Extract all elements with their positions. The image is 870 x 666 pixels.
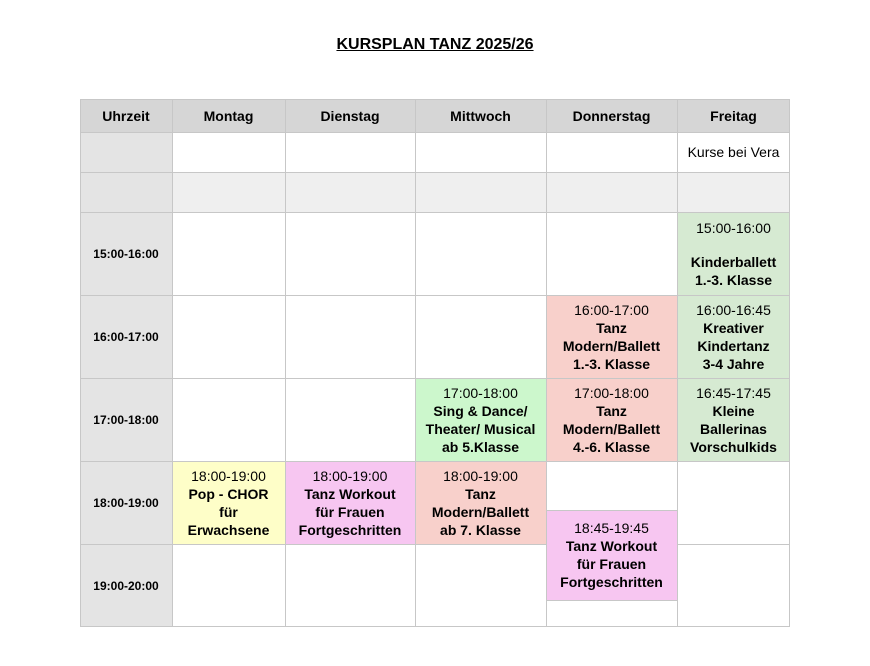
course-tanz-modern-ballett-1-3 — [546, 295, 677, 378]
course-time: 18:00-19:00 — [312, 467, 388, 484]
course-time: 17:00-18:00 — [443, 384, 518, 401]
grid-line — [80, 212, 790, 213]
time-cell: 18:00-19:00 — [80, 461, 172, 544]
time-cell: 16:00-17:00 — [80, 295, 172, 378]
course-line: Kindertanz — [697, 337, 770, 354]
course-line: Erwachsene — [187, 521, 270, 538]
course-line: Sing & Dance/ — [433, 402, 528, 419]
course-line: für Frauen — [315, 503, 385, 520]
course-time: 18:00-19:00 — [191, 467, 266, 484]
grid-line — [172, 99, 173, 627]
header-montag: Montag — [172, 99, 285, 132]
time-cell: 15:00-16:00 — [80, 212, 172, 295]
course-detail: 1.-3. Klasse — [694, 271, 773, 288]
course-time: 16:00-17:00 — [574, 301, 649, 318]
course-line: 4.-6. Klasse — [572, 438, 651, 455]
course-line: für — [219, 503, 238, 520]
time-cell: 17:00-18:00 — [80, 378, 172, 461]
grid-line — [789, 99, 790, 627]
header-freitag: Freitag — [677, 99, 790, 132]
course-kleine-ballerinas — [677, 378, 790, 461]
course-line: Tanz Workout — [565, 538, 658, 554]
grid-line — [546, 600, 677, 601]
course-line: Fortgeschritten — [298, 521, 402, 538]
course-tanz-modern-ballett-ab-7 — [415, 461, 546, 544]
course-name: Kinderballett — [690, 253, 777, 270]
course-time: 15:00-16:00 — [696, 219, 771, 236]
header-uhrzeit: Uhrzeit — [80, 99, 172, 132]
course-line: Tanz — [596, 319, 627, 336]
spacer-row — [172, 172, 790, 212]
course-line: Tanz Workout — [304, 485, 396, 502]
course-time: 18:00-19:00 — [443, 467, 518, 484]
header-dienstag: Dienstag — [285, 99, 415, 132]
course-kinderballett — [677, 212, 790, 295]
course-tanz-workout-dienstag — [285, 461, 415, 544]
course-line: Modern/Ballett — [431, 503, 530, 520]
grid-line — [285, 99, 286, 627]
time-cell-empty — [80, 172, 172, 212]
note-kurse-bei-vera: Kurse bei Vera — [687, 144, 780, 160]
grid-line — [80, 172, 790, 173]
course-line: 1.-3. Klasse — [572, 355, 651, 372]
course-line: Modern/Ballett — [562, 337, 661, 354]
course-line: Theater/ Musical — [425, 420, 536, 437]
page-title: KURSPLAN TANZ 2025/26 — [336, 36, 534, 53]
course-time: 18:45-19:45 — [574, 520, 649, 536]
grid-line — [677, 99, 678, 627]
course-line: Kreativer — [703, 319, 764, 336]
grid-line — [546, 99, 547, 627]
grid-line — [546, 510, 677, 511]
course-line: 3-4 Jahre — [702, 355, 765, 372]
grid-line — [415, 99, 416, 627]
course-line: Tanz — [465, 485, 496, 502]
grid-line — [80, 378, 790, 379]
course-line: für Frauen — [576, 556, 647, 572]
header-mittwoch: Mittwoch — [415, 99, 546, 132]
course-line: Vorschulkids — [690, 438, 777, 455]
course-tanz-workout-donnerstag — [546, 510, 677, 600]
course-line: Kleine — [712, 402, 755, 419]
grid-line — [80, 99, 790, 100]
course-line: ab 5.Klasse — [441, 438, 520, 455]
course-line: Ballerinas — [700, 420, 767, 437]
course-time: 16:00-16:45 — [696, 301, 771, 318]
schedule-table — [80, 99, 790, 627]
header-donnerstag: Donnerstag — [546, 99, 677, 132]
grid-line — [80, 626, 790, 627]
course-sing-dance-musical — [415, 378, 546, 461]
course-kreativer-kindertanz — [677, 295, 790, 378]
grid-line — [80, 99, 81, 627]
time-cell-empty — [80, 132, 172, 172]
course-pop-chor — [172, 461, 285, 544]
course-line: Pop - CHOR — [188, 485, 269, 502]
course-time: 16:45-17:45 — [696, 384, 771, 401]
course-tanz-modern-ballett-4-6 — [546, 378, 677, 461]
course-time: 17:00-18:00 — [574, 384, 649, 401]
grid-line — [80, 295, 790, 296]
course-line: ab 7. Klasse — [440, 521, 521, 538]
course-line: Tanz — [596, 402, 627, 419]
course-line: Modern/Ballett — [562, 420, 661, 437]
grid-line — [80, 461, 790, 462]
time-cell: 19:00-20:00 — [80, 544, 172, 627]
grid-line — [80, 132, 790, 133]
grid-line — [677, 544, 790, 545]
course-line: Fortgeschritten — [560, 574, 663, 590]
grid-line — [80, 544, 546, 545]
